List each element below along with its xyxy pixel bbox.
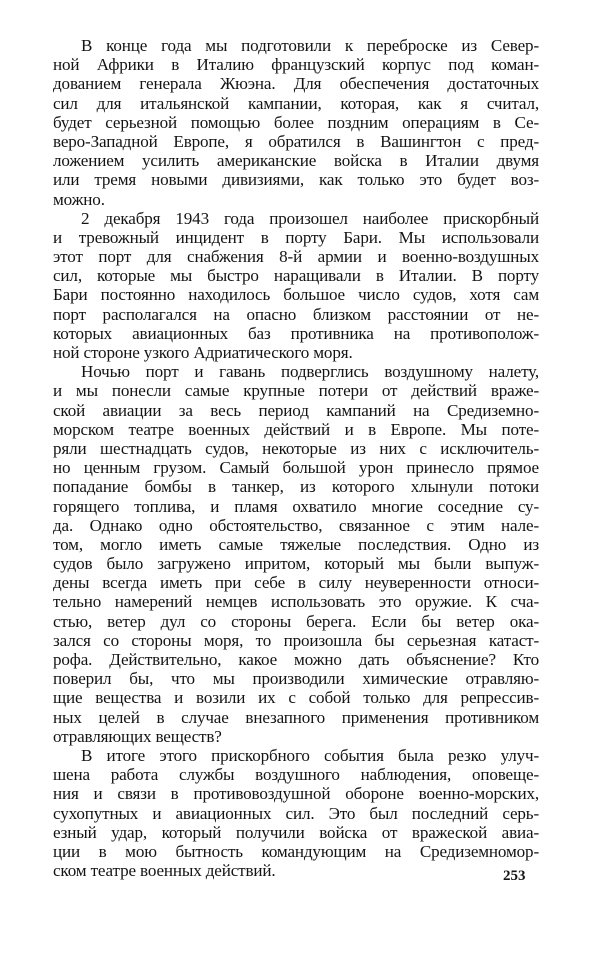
text-line: зался со стороны моря, то произошла бы серьезная катаст-: [53, 630, 539, 650]
text-line: ском театре военных действий.: [53, 861, 276, 881]
text-line: В конце года мы подготовили к переброске из Север-: [81, 36, 539, 55]
text-line: том, могло иметь самые тяжелые последствия. Одно из: [53, 534, 539, 554]
text-line: ных целей в случае внезапного применения противником: [53, 707, 539, 727]
text-line: да. Однако одно обстоятельство, связанное с этим нале-: [53, 515, 539, 535]
text-line: но ценным грузом. Самый большой урон принесло прямое: [53, 458, 539, 478]
text-line: тельно намерений немцев использовать это оружие. К сча-: [53, 592, 539, 612]
text-line: веро-Западной Европе, я обратился в Вашингтон с пред-: [53, 131, 539, 151]
text-line: судов было загружено ипритом, который мы были выпуж-: [53, 554, 539, 574]
page-number: 253: [503, 868, 526, 884]
paragraph: [53, 36, 539, 209]
text-line: дены всегда иметь при себе в силу неуверенности относи-: [53, 573, 539, 593]
text-line: ской авиации за весь период кампаний на Средиземно-: [53, 400, 539, 420]
text-line: Ночью порт и гавань подверглись воздушному налету,: [81, 362, 539, 382]
page-text: [53, 36, 539, 880]
text-line: этот порт для снабжения 8-й армии и военно-воздушных: [53, 247, 539, 267]
text-line: езный удар, который получили войска от вражеской авиа-: [53, 822, 539, 842]
text-line: щие вещества и возили их с собой только для репрессив-: [53, 688, 539, 708]
text-line: 2 декабря 1943 года произошел наиболее прискорбный: [81, 208, 539, 228]
text-line: морском театре военных действий и в Европе. Мы поте-: [53, 419, 539, 439]
text-line: ной стороне узкого Адриатического моря.: [53, 343, 353, 362]
text-line: стью, ветер дул со стороны берега. Если бы ветер ока-: [53, 611, 539, 631]
text-line: сухопутных и авиационных сил. Это был последний серь-: [53, 803, 539, 823]
text-line: ной Африки в Италию французский корпус под коман-: [53, 55, 539, 75]
paragraph: [53, 362, 539, 746]
text-line: рофа. Действительно, какое можно дать объяснение? Кто: [53, 650, 539, 669]
text-line: Бари постоянно находилось большое число судов, хотя сам: [53, 285, 539, 305]
text-line: и мы понесли самые крупные потери от действий враже-: [53, 381, 539, 401]
text-line: которых авиационных баз противника на противополож-: [53, 323, 539, 343]
text-line: ряли шестнадцать судов, некоторые из них с исключитель-: [53, 438, 539, 458]
text-line: поверил бы, что мы производили химические отравляю-: [53, 669, 539, 689]
text-line: попадание бомбы в танкер, из которого хлынули потоки: [53, 477, 539, 497]
text-line: В итоге этого прискорбного события была резко улуч-: [81, 745, 539, 765]
text-line: сил для итальянской кампании, которая, как я считал,: [53, 93, 539, 113]
paragraph: [53, 209, 539, 363]
text-line: или тремя новыми дивизиями, как только это будет воз-: [53, 170, 539, 190]
text-line: сил, которые мы быстро наращивали в Италии. В порту: [53, 266, 539, 286]
text-line: ложением усилить американские войска в Италии двумя: [53, 151, 539, 171]
text-line: и тревожный инцидент в порту Бари. Мы использовали: [53, 227, 539, 247]
text-line: можно.: [53, 189, 105, 209]
text-line: дованием генерала Жюэна. Для обеспечения достаточных: [53, 74, 539, 94]
paragraph: [53, 746, 539, 880]
text-line: горящего топлива, и пламя охватило многие соседние су-: [53, 496, 539, 516]
text-line: порт располагался на опасно близком расстоянии от не-: [53, 304, 539, 324]
text-line: шена работа службы воздушного наблюдения, оповеще-: [53, 765, 539, 785]
text-line: ния и связи в противовоздушной обороне военно-морских,: [53, 784, 539, 804]
text-line: будет серьезной помощью более поздним операциям в Се-: [53, 112, 539, 132]
text-line: отравляющих веществ?: [53, 726, 222, 746]
text-line: ции в мою бытность командующим на Средиземномор-: [53, 841, 539, 861]
